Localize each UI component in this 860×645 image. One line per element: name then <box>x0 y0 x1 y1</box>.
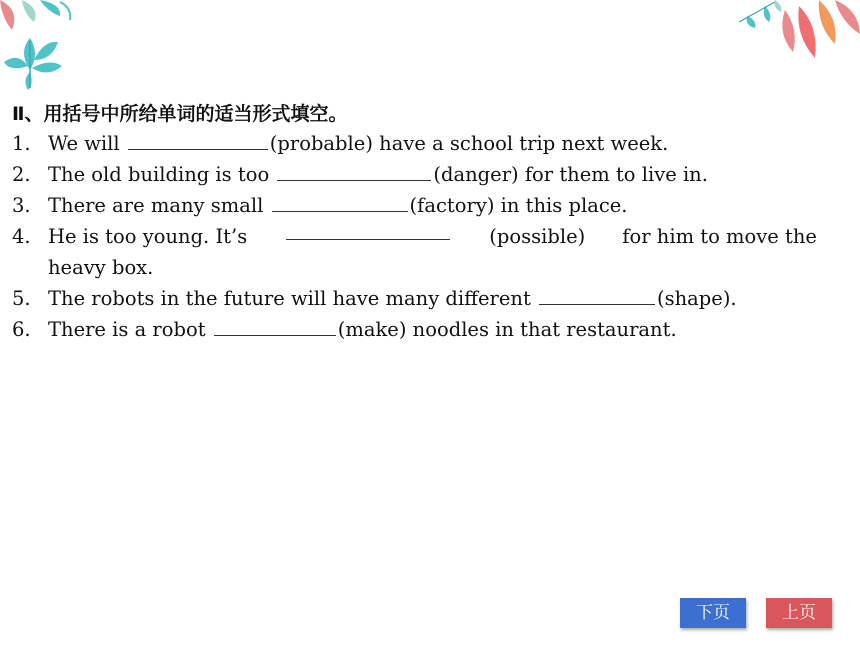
previous-page-button[interactable]: 上页 <box>766 598 832 628</box>
answer-blank[interactable] <box>128 131 268 150</box>
question-text-after: for them to live in. <box>524 163 708 186</box>
question-text-continued: heavy box. <box>48 256 154 279</box>
question-number: 3. <box>12 194 31 217</box>
question-text-before: We will <box>48 132 120 155</box>
question-number: 1. <box>12 132 31 155</box>
question-1 <box>12 128 832 159</box>
question-text-before: The robots in the future will have many different <box>48 287 531 310</box>
question-4-continued <box>12 252 832 283</box>
word-hint: (make) <box>337 318 407 341</box>
word-hint: (probable) <box>269 132 373 155</box>
question-text-after: noodles in that restaurant. <box>412 318 677 341</box>
word-hint: (factory) <box>409 194 495 217</box>
question-text-after: for him to move the <box>622 225 817 248</box>
question-text-before: The old building is too <box>48 163 270 186</box>
answer-blank[interactable] <box>272 193 408 212</box>
floral-decoration-right <box>735 0 860 70</box>
answer-blank[interactable] <box>286 221 450 240</box>
question-number: 4. <box>12 225 31 248</box>
word-hint: (possible) <box>489 225 586 248</box>
question-3 <box>12 190 832 221</box>
word-hint: (danger) <box>433 163 519 186</box>
next-page-button[interactable]: 下页 <box>680 598 746 628</box>
answer-blank[interactable] <box>277 162 431 181</box>
question-text-after: in this place. <box>500 194 628 217</box>
question-text-before: He is too young. It’s <box>48 225 248 248</box>
question-number: 6. <box>12 318 31 341</box>
question-number: 2. <box>12 163 31 186</box>
question-2 <box>12 159 832 190</box>
section-heading: Ⅱ、用括号中所给单词的适当形式填空。 <box>12 103 348 125</box>
question-number: 5. <box>12 287 31 310</box>
word-hint: (shape). <box>657 287 737 310</box>
question-6 <box>12 314 832 345</box>
answer-blank[interactable] <box>214 317 336 336</box>
floral-decoration-left <box>0 0 80 90</box>
fill-in-blank-worksheet <box>12 100 832 345</box>
answer-blank[interactable] <box>539 286 655 305</box>
question-text-before: There is a robot <box>48 318 206 341</box>
question-text-after: have a school trip next week. <box>379 132 669 155</box>
question-text-before: There are many small <box>48 194 264 217</box>
question-4 <box>12 221 817 252</box>
question-5 <box>12 283 832 314</box>
